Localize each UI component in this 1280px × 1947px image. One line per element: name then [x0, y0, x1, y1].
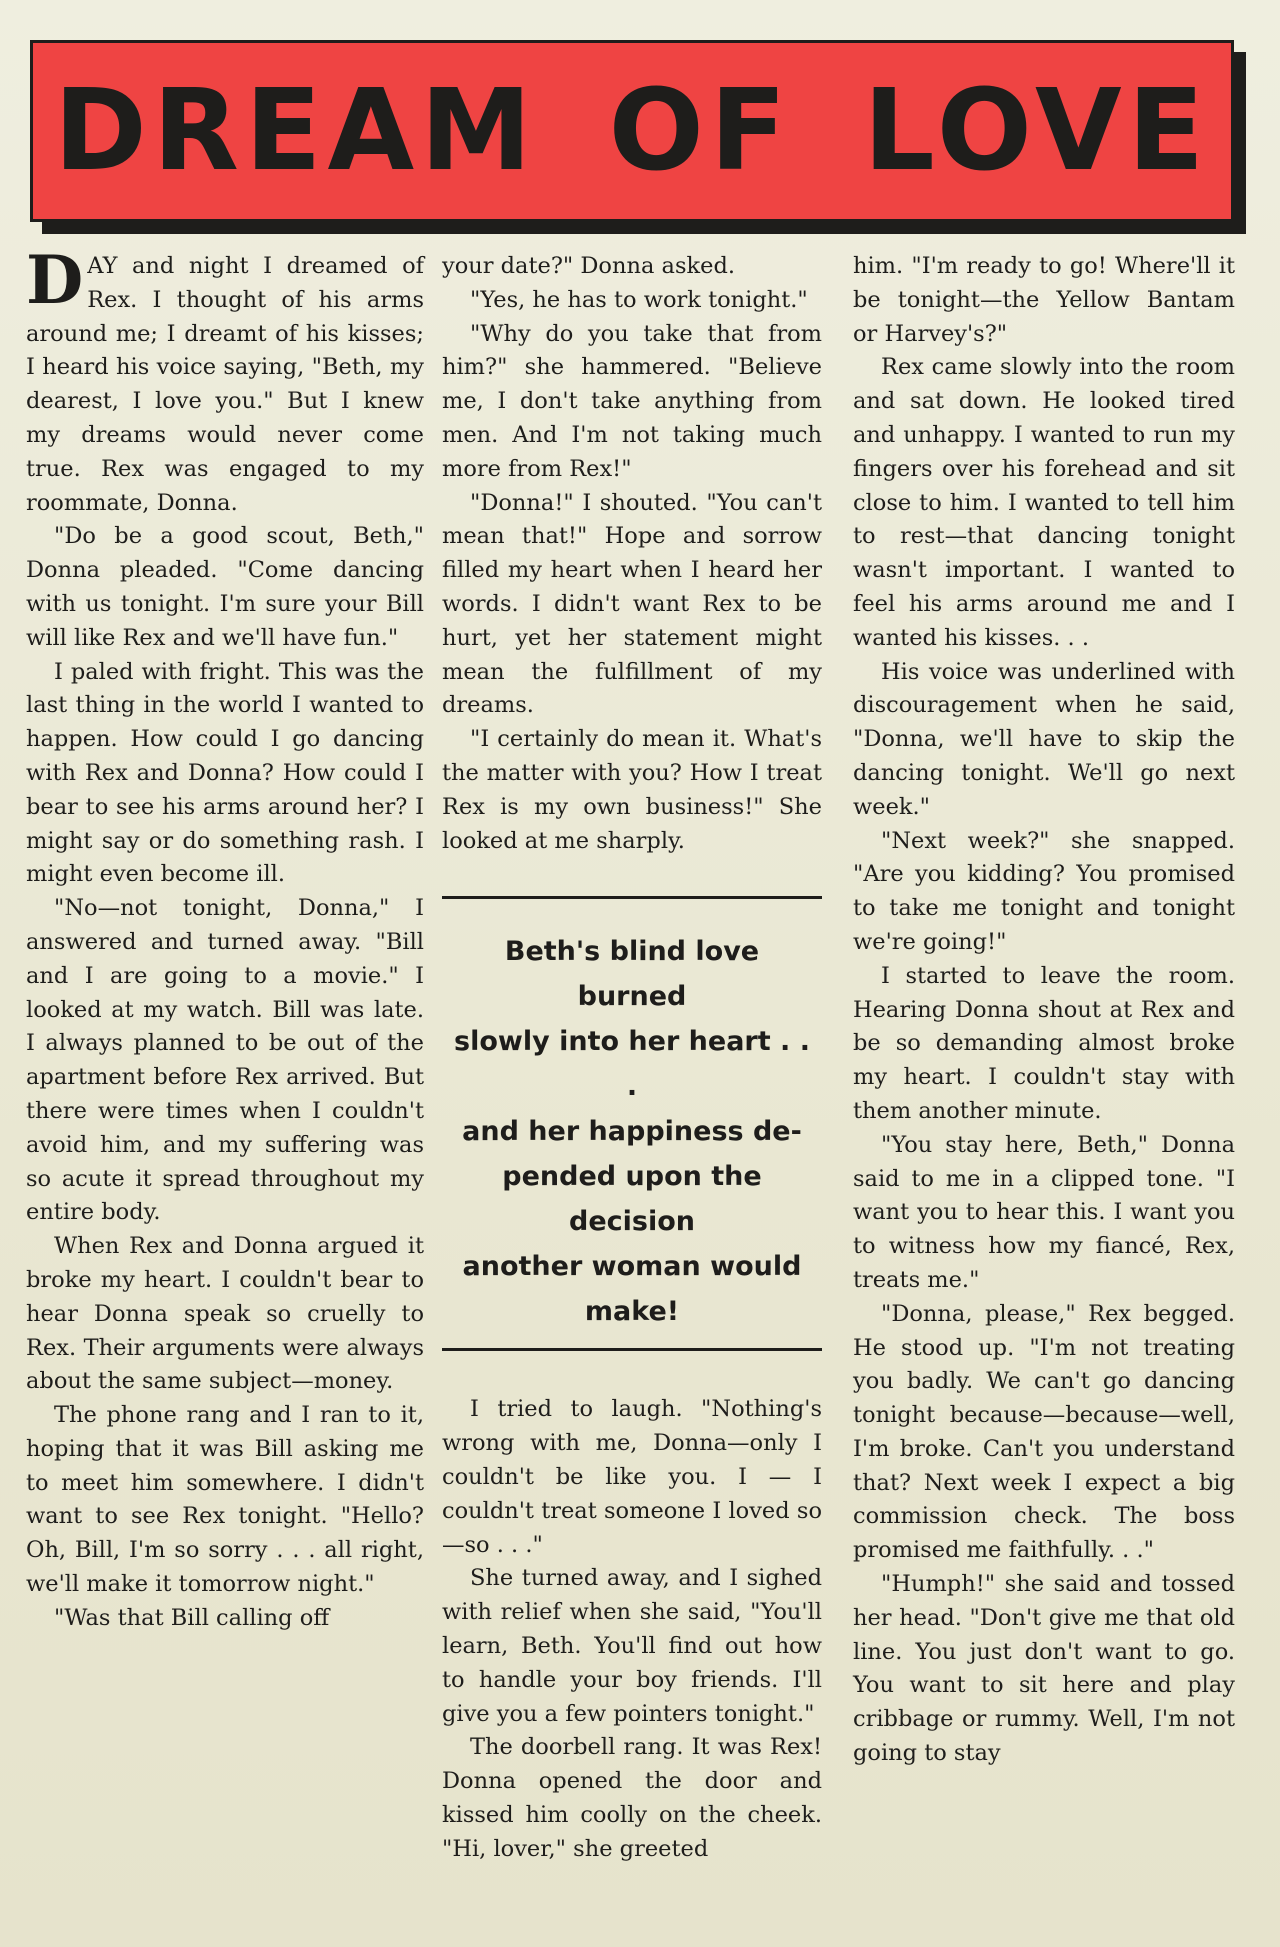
paragraph: "Humph!" she said and tossed her head. "Don't give me that old line. You just don't want to go. You want to sit here and play cribbage or rummy. Well, I'm not going to stay	[853, 1571, 1235, 1767]
paragraph: "Do be a good scout, Beth," Donna pleaded. "Come dancing with us tonight. I'm sure your Bill will like Rex and we'll have fun."	[26, 523, 424, 651]
drop-cap: D	[26, 241, 84, 319]
paragraph: I started to leave the room. Hearing Donna shout at Rex and be so demanding almost broke my heart. I couldn't stay with them another minute.	[853, 962, 1235, 1124]
paragraph: "You stay here, Beth," Donna said to me in a clipped tone. "I want you to hear this. I want you to witness how my fiancé, Rex, treats me."	[853, 1131, 1235, 1293]
text-column-2	[442, 250, 822, 1862]
paragraph: Rex came slowly into the room and sat down. He looked tired and unhappy. I wanted to run my fingers over his forehead and sit close to him. I wanted to tell him to rest—that dancing tonight wasn't important. I wanted to feel his arms around me and I wanted his kisses. . .	[853, 354, 1235, 651]
title-banner	[30, 40, 1234, 222]
paragraph: I tried to laugh. "Nothing's wrong with me, Donna—only I couldn't be like you. I — I couldn't treat someone I loved so—so . . ."	[442, 1396, 822, 1558]
paragraph: When Rex and Donna argued it broke my heart. I couldn't bear to hear Donna speak so cruelly to Rex. Their arguments were always about the same subject—money.	[26, 1233, 424, 1395]
paragraph: "I certainly do mean it. What's the matter with you? How I treat Rex is my own business!" She looked at me sharply.	[442, 726, 822, 854]
paragraph: your date?" Donna asked.	[442, 253, 735, 279]
paragraph: "Was that Bill calling off	[54, 1604, 330, 1631]
paragraph: "Next week?" she snapped. "Are you kidding? You promised to take me tonight and tonight we're going!"	[853, 827, 1235, 955]
pull-quote-line: and her happiness de-	[462, 1116, 802, 1148]
paragraph: "Donna, please," Rex begged. He stood up. "I'm not treating you badly. We can't go dancing tonight because—because—well, I'm broke. Can't you understand that? Next week I expect a big commission check. The boss promised me faithfully. . ."	[853, 1300, 1235, 1564]
paragraph: "Yes, he has to work tonight."	[470, 286, 808, 313]
paragraph: His voice was underlined with discouragement when he said, "Donna, we'll have to skip the dancing tonight. We'll go next week."	[853, 658, 1235, 820]
divider-bottom	[442, 1348, 822, 1351]
paragraph: DAY and night I dreamed of Rex. I thought of his arms around me; I dreamt of his kisses; I heard his voice saying, "Beth, my dearest, I love you." But I knew my dreams would never come true. Rex was engaged to my roommate, Donna.	[26, 241, 424, 516]
text-column-3	[853, 250, 1235, 1850]
pull-quote	[442, 929, 822, 1334]
pull-quote-line: slowly into her heart . . .	[454, 1026, 810, 1103]
paragraph: She turned away, and I sighed with relief when she said, "You'll learn, Beth. You'll find out how to handle your boy friends. I'll give you a few pointers tonight."	[442, 1565, 822, 1727]
story-title: DREAM OF LOVE	[53, 66, 1211, 196]
pull-quote-line: pended upon the decision	[502, 1161, 762, 1238]
divider-top	[442, 896, 822, 899]
pull-quote-line: Beth's blind love burned	[504, 936, 760, 1013]
paragraph: him. "I'm ready to go! Where'll it be tonight—the Yellow Bantam or Harvey's?"	[853, 253, 1235, 347]
paragraph: "No—not tonight, Donna," I answered and turned away. "Bill and I are going to a movie." I looked at my watch. Bill was late. I always planned to be out of the apartment before Rex arrived. But there were times when I couldn't avoid him, and my suffering was so acute it spread throughout my entire body.	[26, 895, 424, 1226]
paragraph: The doorbell rang. It was Rex! Donna opened the door and kissed him coolly on the cheek. "Hi, lover," she greeted	[442, 1734, 822, 1862]
pull-quote-line: make!	[584, 1296, 680, 1328]
text-column-1	[26, 241, 424, 1850]
paragraph: The phone rang and I ran to it, hoping that it was Bill asking me to meet him somewhere. I didn't want to see Rex tonight. "Hello? Oh, Bill, I'm so sorry . . . all right, we'll make it tomorrow night."	[26, 1402, 424, 1598]
paragraph: I paled with fright. This was the last thing in the world I wanted to happen. How could I go dancing with Rex and Donna? How could I bear to see his arms around her? I might say or do something rash. I might even become ill.	[26, 658, 424, 888]
paragraph: "Why do you take that from him?" she hammered. "Believe me, I don't take anything from men. And I'm not taking much more from Rex!"	[442, 320, 822, 482]
paragraph: "Donna!" I shouted. "You can't mean that!" Hope and sorrow filled my heart when I heard her words. I didn't want Rex to be hurt, yet her statement might mean the fulfillment of my dreams.	[442, 489, 822, 719]
pull-quote-line: another woman would	[462, 1251, 802, 1283]
